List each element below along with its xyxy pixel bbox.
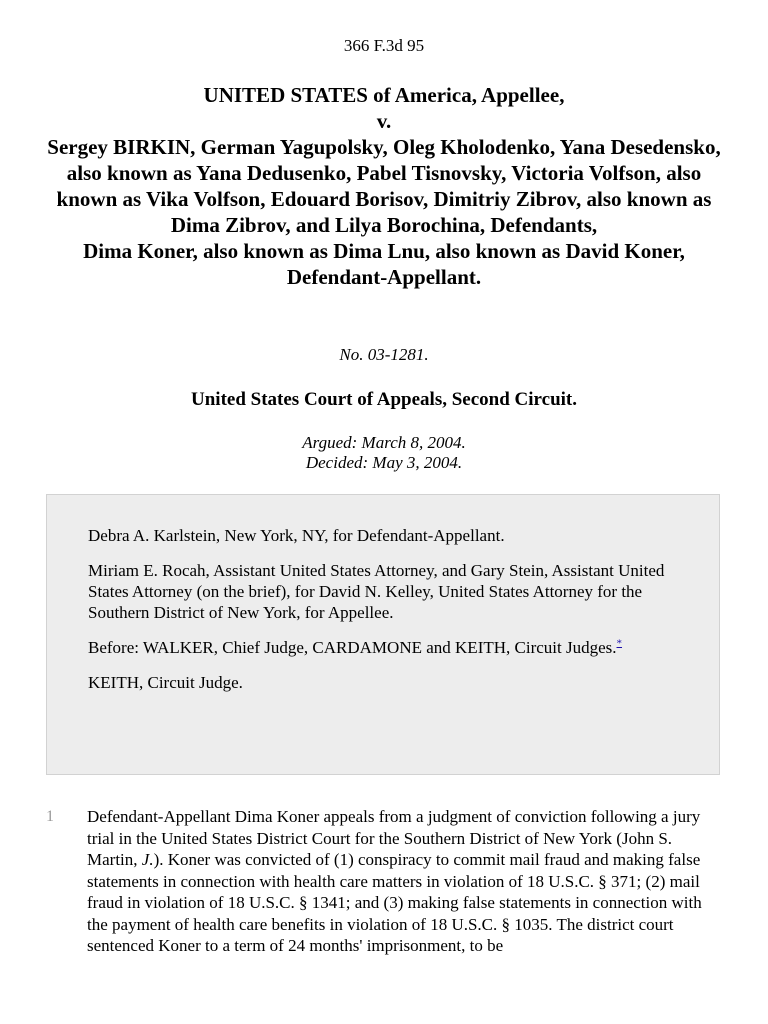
caption-versus: v. <box>376 109 392 133</box>
opinion-author: KEITH, Circuit Judge. <box>88 673 243 692</box>
panel-judges <box>88 637 679 658</box>
caption-appellant: Dima Koner, also known as Dima Lnu, also known as David Koner, Defendant-Appellant. <box>83 239 685 289</box>
opinion-body <box>0 806 768 957</box>
opinion-paragraph <box>0 806 768 957</box>
argued-date: Argued: March 8, 2004. <box>302 433 466 452</box>
footnote-marker <box>617 637 623 649</box>
counsel-box <box>46 494 720 775</box>
caption-appellee: UNITED STATES of America, Appellee, <box>203 83 565 107</box>
paragraph-text <box>87 806 717 957</box>
panel-text: Before: WALKER, Chief Judge, CARDAMONE and KEITH, Circuit Judges. <box>88 638 617 657</box>
paragraph-text-italic: J. <box>141 850 154 869</box>
case-caption <box>40 82 728 290</box>
docket-number: No. 03-1281. <box>339 345 429 364</box>
paragraph-text-part2: ). Koner was convicted of (1) conspiracy to commit mail fraud and making false statements in connection with health care matters in violation of 18 U.S.C. § 371; (2) mail fraud in violation of 18 U.S.C. § 1341; and (3) making false statements in connection with the payment of health care benefits in violation of 18 U.S.C. § 1035. The district court sentenced Koner to a term of 24 months' imprisonment, to be <box>87 850 702 955</box>
appellant-counsel: Debra A. Karlstein, New York, NY, for Defendant-Appellant. <box>88 526 505 545</box>
appellee-counsel: Miriam E. Rocah, Assistant United States Attorney, and Gary Stein, Assistant United States Attorney (on the brief), for David N. Kelley, United States Attorney for the Southern District of New York, for Appellee. <box>88 561 665 622</box>
court-name: United States Court of Appeals, Second Circuit. <box>191 389 577 410</box>
case-dates <box>0 433 768 473</box>
footnote-link[interactable]: * <box>616 637 623 650</box>
case-citation: 366 F.3d 95 <box>343 36 425 55</box>
caption-defendants: Sergey BIRKIN, German Yagupolsky, Oleg Kholodenko, Yana Desedensko, also known as Yana Dedusenko, Pabel Tisnovsky, Victoria Volfson, also known as Vika Volfson, Edouard Borisov, Dimitriy Zibrov, also known as Dima Zibrov, and Lilya Borochina, Defendants, <box>47 135 721 237</box>
paragraph-number: 1 <box>46 808 54 825</box>
paragraph-text-part1: Defendant-Appellant Dima Koner appeals from a judgment of conviction following a jury trial in the United States District Court for the Southern District of New York (John S. Martin, <box>87 807 701 869</box>
decided-date: Decided: May 3, 2004. <box>305 453 463 472</box>
